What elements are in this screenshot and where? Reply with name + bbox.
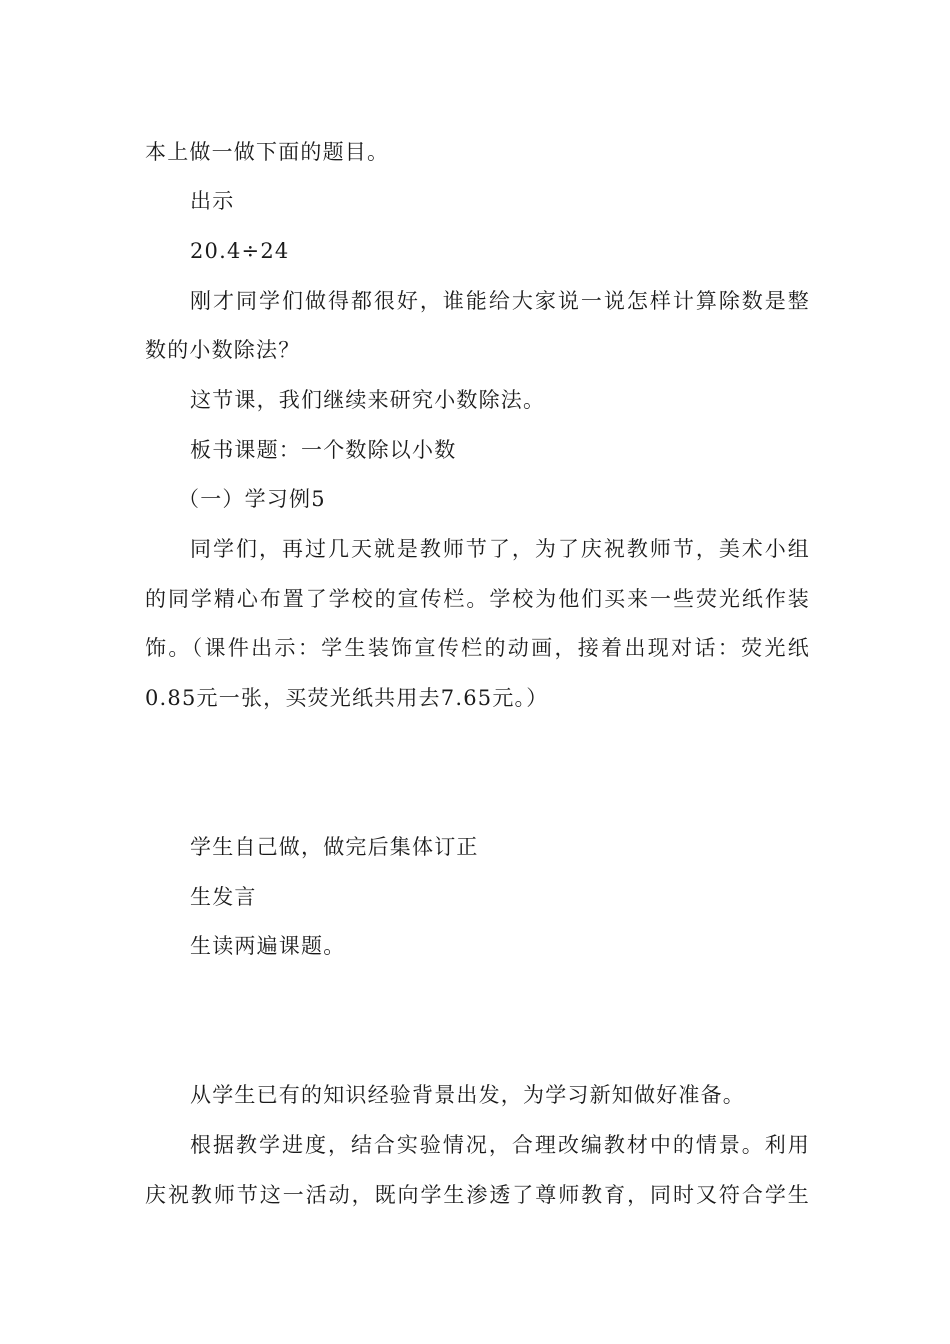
text-line: 板书课题：一个数除以小数 xyxy=(190,438,457,462)
text-line: 根据教学进度，结合实验情况，合理改编教材中的情景。利用 xyxy=(190,1133,810,1157)
text-line: 从学生已有的知识经验背景出发，为学习新知做好准备。 xyxy=(190,1083,745,1107)
text-line: 刚才同学们做得都很好，谁能给大家说一说怎样计算除数是整 xyxy=(190,289,810,313)
text-line: 饰。（课件出示：学生装饰宣传栏的动画，接着出现对话：荧光纸 xyxy=(145,636,810,660)
text-line: 本上做一做下面的题目。 xyxy=(145,140,390,164)
text-line: 0.85元一张，买荧光纸共用去7.65元。） xyxy=(145,686,549,710)
text-line: 同学们，再过几天就是教师节了，为了庆祝教师节，美术小组 xyxy=(190,537,810,561)
text-line: 生发言 xyxy=(190,885,257,909)
text-line: 出示 xyxy=(190,189,235,213)
text-line: 学生自己做，做完后集体订正 xyxy=(190,835,479,859)
section-heading: （一）学习例5 xyxy=(178,487,326,511)
text-line: 的同学精心布置了学校的宣传栏。学校为他们买来一些荧光纸作装 xyxy=(145,587,810,611)
text-line: 20.4÷24 xyxy=(190,239,290,263)
text-line: 这节课，我们继续来研究小数除法。 xyxy=(190,388,546,412)
text-line: 庆祝教师节这一活动，既向学生渗透了尊师教育，同时又符合学生 xyxy=(145,1183,810,1207)
text-line: 生读两遍课题。 xyxy=(190,934,346,958)
text-line: 数的小数除法？ xyxy=(145,338,301,362)
